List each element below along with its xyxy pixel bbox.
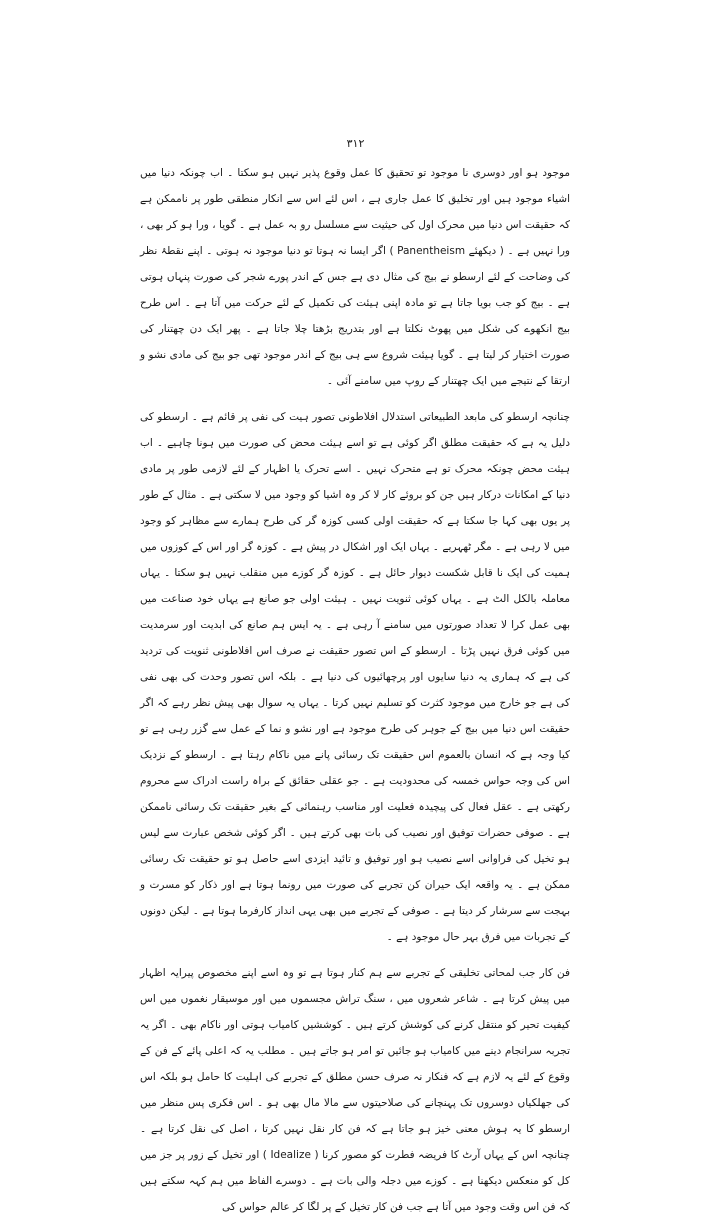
- paragraph-1: موجود ہو اور دوسری نا موجود تو تحقیق کا عمل وقوع پذیر نہیں ہو سکتا ۔ اب چونکہ دنیا میں اشیاء موجود ہیں اور تخلیق کا عمل جاری ہے ، اس لئے اس سے انکار منطقی طور پر ناممکن ہے کہ حقیقت اس دنیا میں محرک اول کی حیثیت سے مسلسل رو بہ عمل ہے ۔ گویا ، ورا ہو کر بھی ، ورا نہیں ہے ۔ ( دیکھئے Panentheism ) اگر ایسا نہ ہوتا تو دنیا موجود نہ ہوتی ۔ اپنے نقطۂ نظر کی وضاحت کے لئے ارسطو نے بیج کی مثال دی ہے جس کے اندر پورے شجر کی صورت پنہاں ہوتی ہے ۔ بیج کو جب بویا جاتا ہے تو مادہ اپنی ہیئت کی تکمیل کے لئے حرکت میں آتا ہے ۔ اس طرح بیج انکھوے کی شکل میں پھوٹ نکلتا ہے اور بتدریج بڑھتا چلا جاتا ہے ۔ پھر ایک دن چھتنار کی صورت اختیار کر لیتا ہے ۔ گویا ہیئت شروع سے ہی بیج کے اندر موجود تھی جو بیج کی مادی نشو و ارتقا کے نتیجے میں ایک چھتنار کے روپ میں سامنے آئی ۔: [140, 167, 570, 387]
- paragraph-2: چنانچہ ارسطو کی مابعد الطبیعاتی استدلال افلاطونی تصور ہیت کی نفی پر قائم ہے ۔ ارسطو کی دلیل یہ ہے کہ حقیقت مطلق اگر کوئی ہے تو اسے ہیئت محض کی صورت میں ہونا چاہیے ۔ اب ہیئت محض چونکہ محرک تو ہے متحرک نہیں ۔ اسے تحرک یا اظہار کے لئے لازمی طور پر مادی دنیا کے امکانات درکار ہیں جن کو بروئے کار لا کر وہ اشیا کو وجود میں لا سکتی ہے ۔ مثال کے طور پر یوں بھی کہا جا سکتا ہے کہ حقیقت اولی کسی کوزہ گر کی طرح ہمارے سے مظاہر کو وجود میں لا رہی ہے ۔ مگر ٹھہریے ۔ یہاں ایک اور اشکال در پیش ہے ۔ کوزہ گر اور اس کے کوزوں میں ہمیت کی ایک نا قابل شکست دیوار حائل ہے ۔ کوزہ گر کوزے میں منقلب نہیں ہو سکتا ۔ یہاں معاملہ بالکل الٹ ہے ۔ یہاں کوئی ثنویت نہیں ۔ ہیئت اولی جو صانع ہے یہاں خود صناعت میں بھی عمل کرا لا تعداد صورتوں میں سامنے آ رہی ہے ۔ یہ ایس ہم صانع کی ابدیت اور سرمدیت میں کوئی فرق نہیں پڑتا ۔ ارسطو کے اس تصور حقیقت نے صرف اس افلاطونی ثنویت کی تردید کی ہے کہ ہماری یہ دنیا سایوں اور پرچھائیوں کی دنیا ہے ۔ بلکہ اس تصور وحدت کی بھی نفی کی ہے جو خارج میں موجود کثرت کو تسلیم نہیں کرتا ۔ یہاں یہ سوال بھی پیش نظر رہے کہ اگر حقیقت اس دنیا میں بیج کے جوہر کی طرح موجود ہے اور نشو و نما کے عمل سے گزر رہی ہے تو کیا وجہ ہے کہ انسان بالعموم اس حقیقت تک رسائی پانے میں ناکام رہتا ہے ۔ ارسطو کے نزدیک اس کی وجہ حواس خمسہ کی محدودیت ہے ۔ جو عقلی حقائق کے براہ راست ادراک سے محروم رکھتی ہے ۔ عقل فعال کی پیچیدہ فعلیت اور مناسب رہنمائی کے بغیر حقیقت تک رسائی ناممکن ہے ۔ صوفی حضرات توفیق اور نصیب کی بات بھی کرتے ہیں ۔ اگر کوئی شخص عبارت سے لیس ہو تخیل کی فراوانی اسے نصیب ہو اور توفیق و تائید ایزدی اسے حاصل ہو تو حقیقت تک رسائی ممکن ہے ۔ یہ واقعہ ایک حیران کن تجربے کی صورت میں رونما ہوتا ہے اور ذکار کو مسرت و بہجت سے سرشار کر دیتا ہے ۔ صوفی کے تجربے میں بھی یہی انداز کارفرما ہوتا ہے ۔ لیکن دونوں کے تجربات میں فرق بہر حال موجود ہے ۔: [140, 411, 570, 943]
- body-text: [140, 160, 570, 1220]
- page-number: ۳۱۲: [346, 137, 365, 150]
- paragraph-gap: [140, 394, 570, 404]
- paragraph-gap: [140, 950, 570, 960]
- paragraph-3: فن کار جب لمحاتی تخلیقی کے تجربے سے ہم کنار ہوتا ہے تو وہ اسے اپنے مخصوص پیرایہ اظہار میں پیش کرتا ہے ۔ شاعر شعروں میں ، سنگ تراش مجسموں میں اور موسیقار نغموں میں اس کیفیت تحیر کو منتقل کرنے کی کوشش کرتے ہیں ۔ کوششیں کامیاب ہوتی اور ناکام بھی ۔ اگر یہ تجربہ سرانجام دینے میں کامیاب ہو جائیں تو امر ہو جاتے ہیں ۔ مطلب یہ کہ اعلی پائے کے فن کے وقوع کے لئے یہ لازم ہے کہ فنکار نہ صرف حسن مطلق کے تجربے کی اہلیت کا حامل ہو بلکہ اس کی جھلکیاں دوسروں تک پہنچانے کی صلاحیتوں سے مالا مال بھی ہو ۔ اس فکری پس منظر میں ارسطو کا یہ ہوش معنی خیز ہو جاتا ہے کہ فن کار نقل نہیں کرتا ، اصل کی نقل کرتا ہے ۔ چنانچہ اس کے یہاں آرٹ کا فریضہ فطرت کو مصور کرنا ( Idealize ) اور تخیل کے زور پر جز میں کل کو منعکس دیکھنا ہے ۔ کوزے میں دجلہ والی بات ہے ۔ دوسرے الفاظ میں ہم کہہ سکتے ہیں کہ فن اس وقت وجود میں آتا ہے جب فن کار تخیل کے پر لگا کر عالم حواس کی: [140, 967, 571, 1213]
